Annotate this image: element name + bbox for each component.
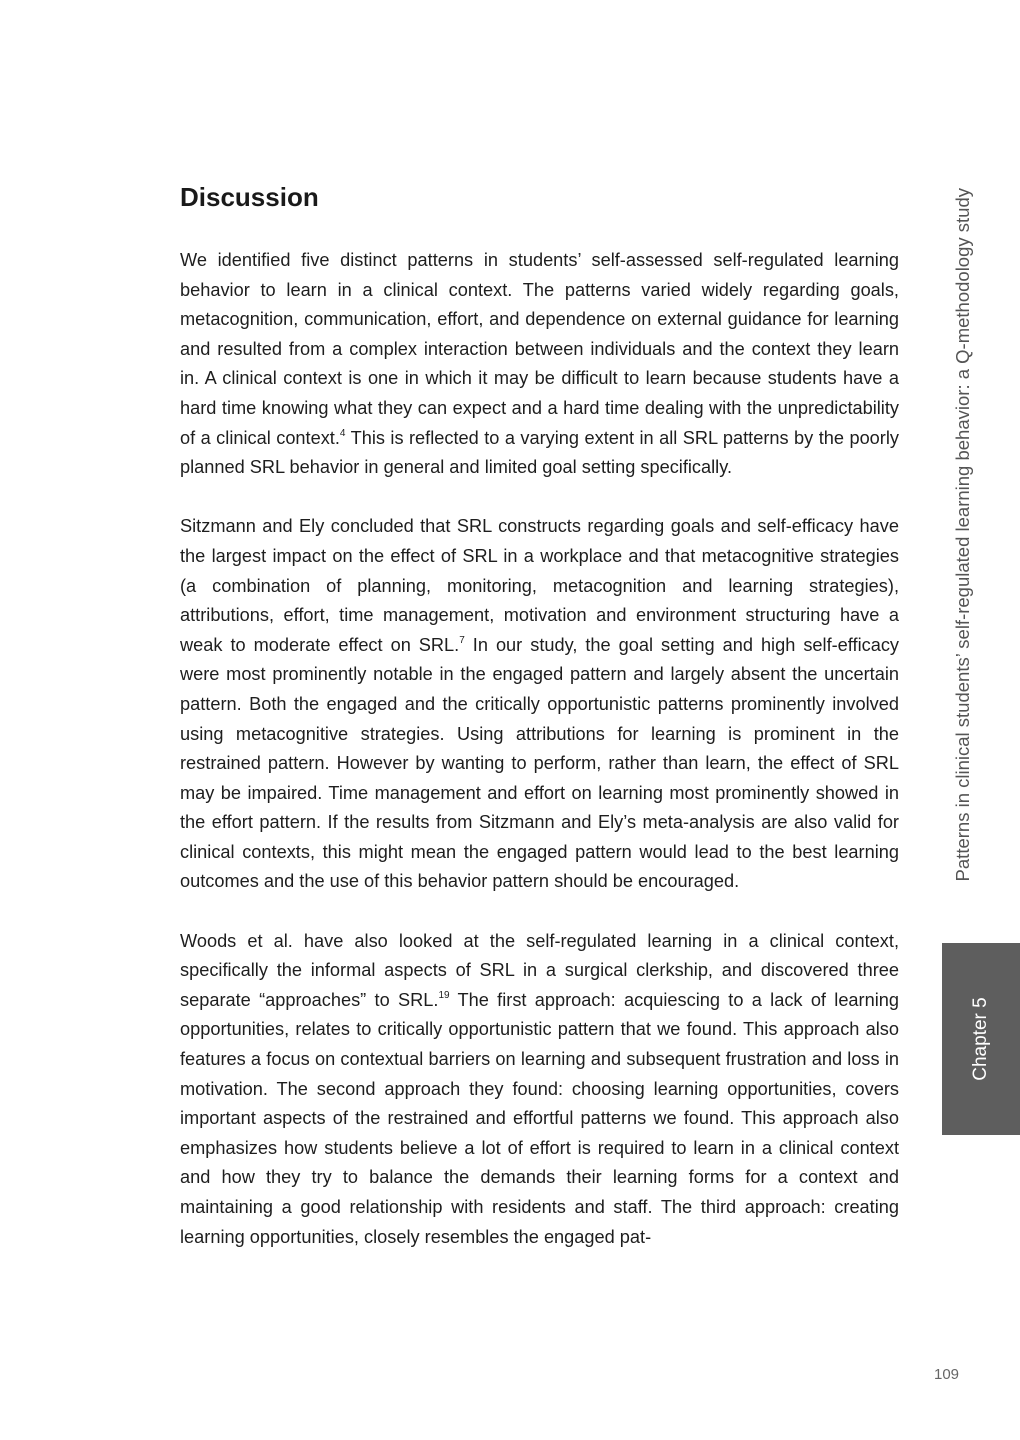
chapter-label: Chapter 5 (970, 997, 991, 1081)
paragraph-3 (180, 927, 899, 1253)
paragraph-1 (180, 246, 899, 483)
body-text (180, 246, 899, 1252)
section-heading: Discussion (180, 182, 319, 212)
running-title: Patterns in clinical students’ self-regulated learning behavior: a Q-methodology study (952, 188, 973, 882)
paragraph-3-continuation: The first approach: acquiescing to a lack of learning opportunities, relates to critically opportunistic pattern that we found. This approach also features a focus on contextual barriers on learning and subsequent frustration and loss in motivation. The second approach they found: choosing learning opportunities, covers important aspects of the restrained and effortful patterns we found. This approach also emphasizes how students believe a lot of effort is required to learn in a clinical context and how they try to balance the demands their learning forms for a context and maintaining a good relationship with residents and staff. The third approach: creating learning opportunities, closely resembles the engaged pat- (180, 989, 899, 1247)
paragraph-1-text: We identified five distinct patterns in students’ self-assessed self-regulated learning behavior to learn in a clinical context. The patterns varied widely regarding goals, metacognition, communication, effort, and dependence on external guidance for learning and resulted from a complex interaction between individuals and the context they learn in. A clinical context is one in which it may be difficult to learn because students have a hard time knowing what they can expect and a hard time dealing with the unpredictability of a clinical context. (180, 250, 899, 448)
paragraph-3-text: Woods et al. have also looked at the self-regulated learning in a clinical context, specifically the informal aspects of SRL in a surgical clerkship, and discovered three separate “approaches” to SRL. (180, 930, 899, 1010)
chapter-tab (942, 943, 1020, 1135)
reference-superscript: 4 (339, 427, 346, 439)
reference-superscript: 19 (438, 989, 450, 1001)
paragraph-2-text: Sitzmann and Ely concluded that SRL constructs regarding goals and self-efficacy have the largest impact on the effect of SRL in a workplace and that metacognitive strategies (a combination of planning, monitoring, metacognition and learning strategies), attributions, effort, time management, motivation and environment structuring have a weak to moderate effect on SRL. (180, 516, 899, 655)
paragraph-2 (180, 512, 899, 897)
paragraph-2-continuation: In our study, the goal setting and high self-efficacy were most prominently notable in the engaged pattern and largely absent the uncertain pattern. Both the engaged and the critically opportunistic patterns prominently involved using metacognitive strategies. Using attributions for learning is prominent in the restrained pattern. However by wanting to perform, rather than learn, the effect of SRL may be impaired. Time management and effort on learning most prominently showed in the effort pattern. If the results from Sitzmann and Ely’s meta-analysis are also valid for clinical contexts, this might mean the engaged pattern would lead to the best learning outcomes and the use of this behavior pattern should be encouraged. (180, 634, 900, 892)
reference-superscript: 7 (459, 634, 465, 646)
paragraph-1-continuation: This is reflected to a varying extent in all SRL patterns by the poorly planned SRL behavior in general and limited goal setting specifically. (180, 427, 899, 478)
page-number: 109 (934, 1366, 960, 1383)
